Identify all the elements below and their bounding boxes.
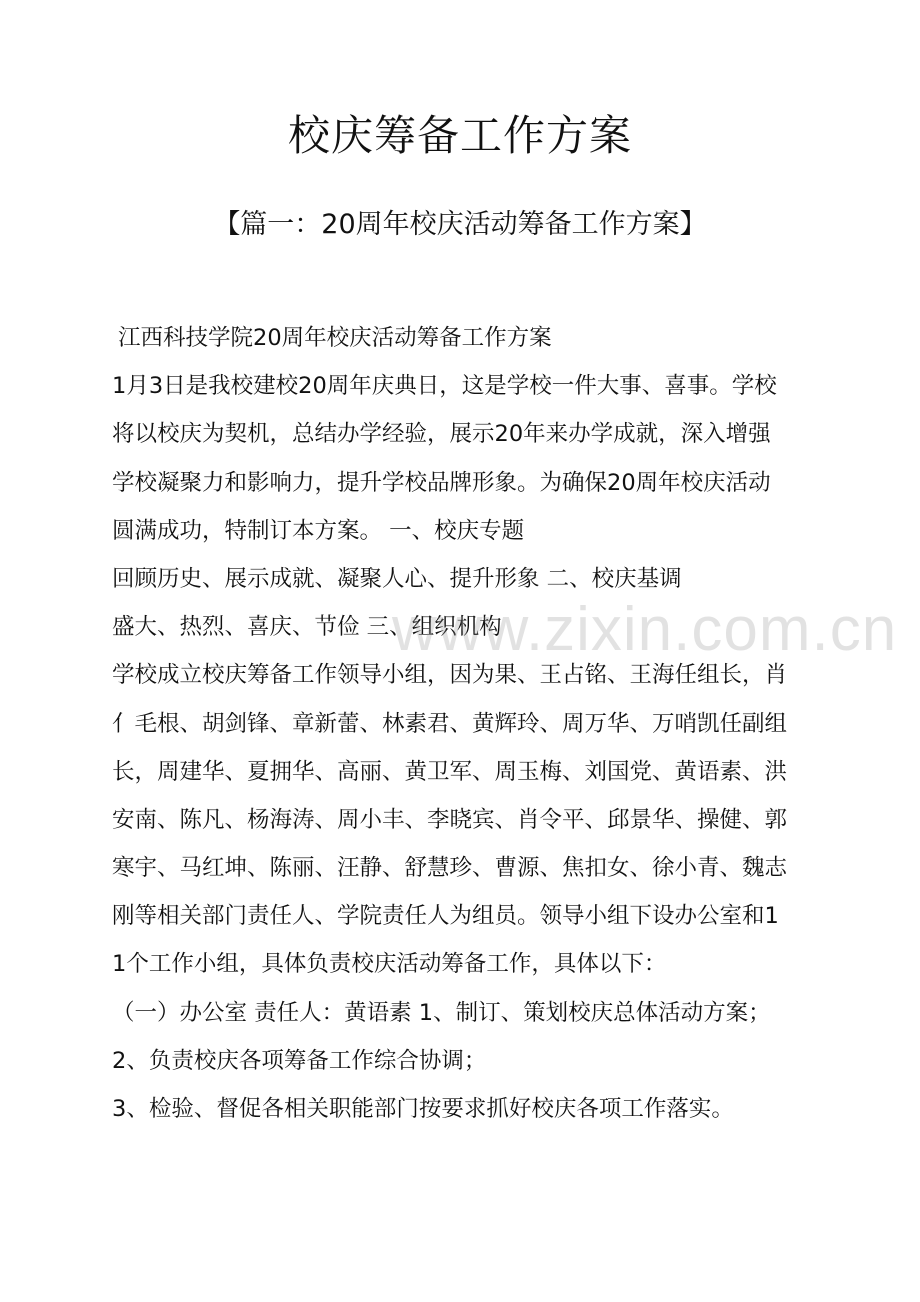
body-line: 2、负责校庆各项筹备工作综合协调； [112,1047,487,1074]
body-line: 刚等相关部门责任人、学院责任人为组员。领导小组下设办公室和1 [112,903,779,930]
body-line: 长，周建华、夏拥华、高丽、黄卫军、周玉梅、刘国党、黄语素、洪 [112,758,788,785]
document-body [112,314,812,1133]
body-line: 学校凝聚力和影响力，提升学校品牌形象。为确保20周年校庆活动 [112,469,771,496]
body-line: 寒宇、马红坤、陈丽、汪静、舒慧珍、曹源、焦扣女、徐小青、魏志 [112,855,788,882]
body-line: 1月3日是我校建校20周年庆典日，这是学校一件大事、喜事。学校 [112,373,777,400]
body-line: 盛大、热烈、喜庆、节俭 三、组织机构 [112,614,502,641]
body-line: 圆满成功，特制订本方案。 一、校庆专题 [112,517,525,544]
body-line: 将以校庆为契机，总结办学经验，展示20年来办学成就，深入增强 [112,421,771,448]
body-line: 学校成立校庆筹备工作领导小组，因为果、王占铭、王海任组长，肖 [112,662,788,689]
body-line: （一）办公室 责任人：黄语素 1、制订、策划校庆总体活动方案； [112,999,771,1026]
watermark: www.zixin.com.cn [392,595,898,664]
body-line: 江西科技学院20周年校庆活动筹备工作方案 [118,325,552,351]
body-line: 3、检验、督促各相关职能部门按要求抓好校庆各项工作落实。 [112,1096,734,1122]
body-line: 回顾历史、展示成就、凝聚人心、提升形象 二、校庆基调 [112,565,682,592]
body-line: 安南、陈凡、杨海涛、周小丰、李晓宾、肖令平、邱景华、操健、郭 [112,806,788,833]
document-title: 校庆筹备工作方案 [287,111,632,160]
document-subtitle: 【篇一：20周年校庆活动筹备工作方案】 [213,209,707,240]
body-line: 1个工作小组，具体负责校庆活动筹备工作，具体以下： [112,951,667,978]
body-line: 亻毛根、胡剑锋、章新蕾、林素君、黄辉玲、周万华、万哨凯任副组 [112,710,788,737]
